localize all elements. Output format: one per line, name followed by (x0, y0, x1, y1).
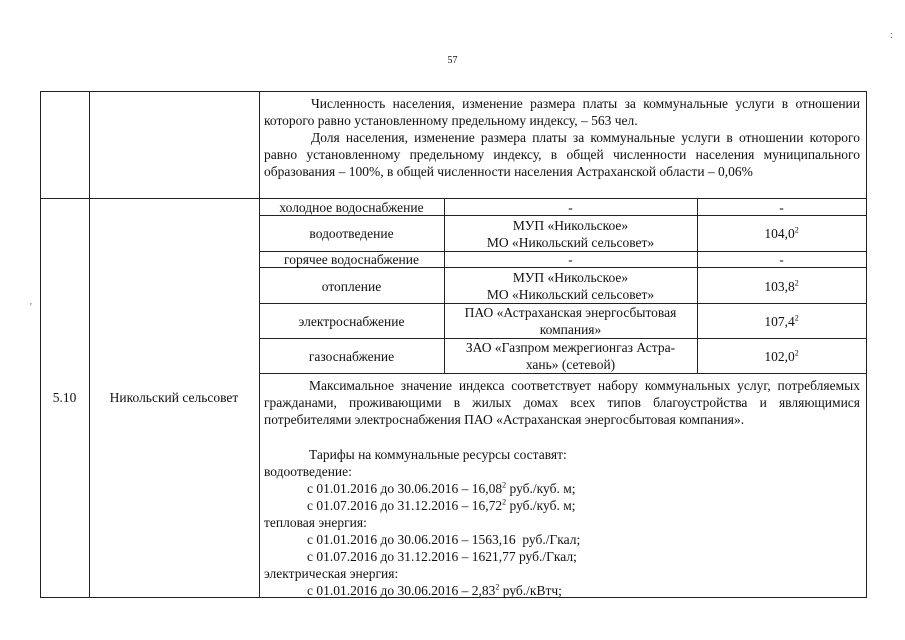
municipality-name: Никольский сельсовет (109, 390, 239, 405)
service-name: газоснабжение (308, 349, 395, 364)
tariff-line: с 01.01.2016 до 30.06.2016 – 2,83$^2$ руб./кВтч; (307, 582, 562, 598)
scan-speck: ' (30, 302, 32, 313)
scan-speck: : (890, 30, 893, 41)
table-border-col1 (89, 91, 90, 597)
service-provider: ПАО «Астраханская энергосбытовая компания» (464, 305, 677, 337)
service-index: - (779, 252, 784, 267)
sub-row-divider (259, 373, 866, 374)
service-name: электроснабжение (298, 314, 405, 329)
tariff-line: с 01.07.2016 до 31.12.2016 – 1621,77 руб./Гкал; (307, 549, 577, 564)
service-index: - (779, 200, 784, 215)
top-paragraph-population: Численность населения, изменение размера платы за коммунальные услуги в отношении которого равно установленному предельному индексу, – 563 чел. (264, 96, 860, 128)
tariff-line: с 01.01.2016 до 30.06.2016 – 1563,16 руб./Гкал; (307, 532, 581, 547)
top-paragraph-share: Доля населения, изменение размера платы за коммунальные услуги в отношении которого равно установленному предельному индексу, в общей численности населения муниципального образования – 100%, в общей численности населения Астраханской области – 0,06% (264, 130, 860, 179)
tariff-line: с 01.01.2016 до 30.06.2016 – 16,08$^2$ руб./куб. м; (307, 480, 576, 496)
service-name: холодное водоснабжение (279, 200, 424, 215)
row-number: 5.10 (52, 390, 77, 405)
service-index: 102,0$^2$ (764, 348, 799, 364)
tariff-line: с 01.07.2016 до 31.12.2016 – 16,72$^2$ руб./куб. м; (307, 497, 576, 513)
service-provider: - (568, 252, 573, 267)
service-index: 104,0$^2$ (764, 225, 799, 241)
tariff-label-electricity: электрическая энергия: (264, 566, 399, 581)
service-name: отопление (321, 279, 382, 294)
table-border-left (40, 91, 41, 597)
service-index: 103,8$^2$ (764, 278, 799, 294)
max-index-paragraph: Максимальное значение индекса соответствует набору коммунальных услуг, потребляемых гражданами, проживающими в жилых домах всех типов благоустройства и являющимися потребителями электроснабжения ПАО «Астраханская энергосбытовая компания». (264, 378, 860, 427)
service-index: 107,4$^2$ (764, 313, 799, 329)
table-top-border (40, 91, 867, 92)
service-provider: ЗАО «Газпром межрегионгаз Астра- хань» (сетевой) (465, 340, 676, 372)
service-provider: МУП «Никольское» МО «Никольский сельсовет» (486, 270, 655, 302)
tariff-label-heat: тепловая энергия: (264, 515, 367, 530)
service-name: горячее водоснабжение (284, 252, 419, 267)
service-provider: МУП «Никольское» МО «Никольский сельсовет» (486, 218, 655, 250)
service-provider: - (568, 200, 573, 215)
tariffs-intro: Тарифы на коммунальные ресурсы составят: (309, 447, 567, 462)
service-name: водоотведение (309, 226, 394, 241)
tariff-label-water: водоотведение: (264, 464, 352, 479)
table-border-col2 (259, 91, 260, 597)
page-number: 57 (447, 55, 458, 66)
table-border-right (866, 91, 867, 597)
